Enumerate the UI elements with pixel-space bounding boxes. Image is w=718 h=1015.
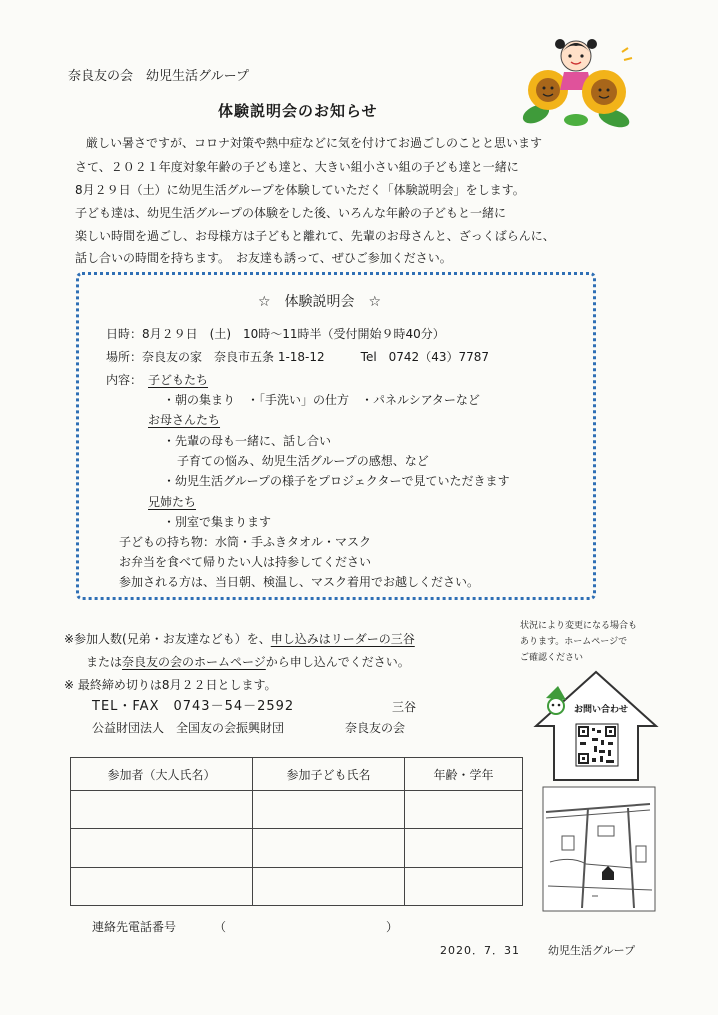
intro-line-6: 話し合いの時間を持ちます。 お友達も誘って、ぜひご参加ください。 — [75, 251, 452, 265]
adult-name-cell[interactable] — [71, 829, 253, 867]
mascot-icon — [546, 686, 566, 714]
note-line-3: ご確認ください — [520, 653, 584, 663]
table-row — [71, 867, 523, 905]
apply-line-2 — [86, 656, 410, 668]
foundation: 公益財団法人 全国友の会振興財団 — [92, 721, 285, 735]
phone-open-paren: （ — [214, 920, 227, 934]
note-line-2: あります。ホームページで — [520, 637, 628, 647]
kids-item: ・朝の集まり ・「手洗い」の仕方 ・パネルシアターなど — [163, 393, 480, 407]
table-row — [71, 829, 523, 867]
apply-line-1 — [64, 633, 415, 645]
apply-line-1-text: ※参加人数(兄弟・お友達なども）を、 — [64, 632, 271, 646]
registration-table — [70, 757, 523, 906]
intro-line-5: 楽しい時間を過ごし、お母様方は子どもと離れて、先輩のお母さんと、ざっくばらんに、 — [75, 229, 555, 243]
kids-label: 子どもたち — [148, 373, 209, 387]
phone-close-paren: ） — [386, 920, 399, 934]
tel-name: 三谷 — [392, 700, 417, 714]
adult-name-cell[interactable] — [71, 791, 253, 829]
child-name-cell[interactable] — [253, 867, 405, 905]
health-note: 参加される方は、当日朝、検温し、マスク着用でお越しください。 — [119, 575, 480, 589]
event-content-label: 内容： — [106, 373, 143, 387]
event-details-box — [76, 272, 596, 600]
qr-code-icon[interactable] — [576, 724, 618, 766]
contact-label: お問い合わせ — [574, 705, 629, 715]
deadline: ※ 最終締め切りは8月２２日とします。 — [64, 678, 277, 692]
header-child-name: 参加子ども氏名 — [253, 758, 405, 791]
moms-label: お母さんたち — [148, 413, 221, 427]
page-title: 体験説明会のお知らせ — [218, 102, 378, 120]
adult-name-cell[interactable] — [71, 867, 253, 905]
bring-items: 子どもの持ち物：水筒・手ふきタオル・マスク — [119, 535, 372, 549]
apply-line-2-suffix: から申し込んでください。 — [265, 655, 410, 669]
phone-input[interactable] — [232, 918, 382, 936]
header-age-grade: 年齢・学年 — [405, 758, 523, 791]
contact-house-frame — [528, 668, 664, 786]
footer-date: 2020．7．31 — [440, 944, 520, 957]
homepage-link[interactable]: 奈良友の会のホームページ — [122, 655, 266, 669]
intro-line-4: 子ども達は、幼児生活グループの体験をした後、いろんな年齢の子どもと一緒に — [75, 206, 507, 220]
moms-item-1: ・先輩の母も一緒に、話し合い — [163, 434, 332, 448]
table-row — [71, 791, 523, 829]
lunch-note: お弁当を食べて帰りたい人は持参してください — [119, 555, 372, 569]
note-line-1: 状況により変更になる場合も — [520, 621, 638, 631]
header-adult-name: 参加者（大人氏名） — [71, 758, 253, 791]
footer-group: 幼児生活グループ — [548, 944, 636, 957]
siblings-label: 兄姉たち — [148, 495, 197, 509]
intro-line-2: さて、２０２１年度対象年齢の子ども達と、大きい組小さい組の子ども達と一緒に — [75, 160, 519, 174]
child-name-cell[interactable] — [253, 829, 405, 867]
age-grade-cell[interactable] — [405, 791, 523, 829]
apply-leader: 申し込みはリーダーの三谷 — [270, 632, 415, 646]
phone-label: 連絡先電話番号 — [92, 920, 177, 934]
intro-line-1: 厳しい暑さですが、コロナ対策や熱中症などに気を付けてお過ごしのことと思います — [86, 136, 543, 150]
map-sketch — [542, 786, 656, 912]
foundation-org: 奈良友の会 — [345, 721, 406, 735]
siblings-item: ・別室で集まります — [163, 515, 272, 529]
event-place: 場所：奈良友の家 奈良市五条 1-18-12 Tel 0742（43）7787 — [106, 350, 490, 364]
moms-item-3: ・幼児生活グループの様子をプロジェクターで見ていただきます — [163, 474, 510, 488]
org-name: 奈良友の会 幼児生活グループ — [68, 69, 249, 84]
intro-line-3: 8月２９日（土）に幼児生活グループを体験していただく「体験説明会」をします。 — [75, 183, 525, 197]
sunflower-girl-illustration — [518, 34, 636, 130]
moms-item-2: 子育ての悩み、幼児生活グループの感想、など — [177, 454, 429, 468]
sunflower-right-icon — [582, 70, 626, 114]
event-heading: ☆ 体験説明会 ☆ — [258, 294, 382, 310]
apply-line-2-prefix: または — [86, 655, 123, 669]
age-grade-cell[interactable] — [405, 829, 523, 867]
age-grade-cell[interactable] — [405, 867, 523, 905]
tel-fax: TEL・FAX 0743－54－2592 — [92, 699, 295, 714]
table-header-row — [71, 758, 523, 791]
child-name-cell[interactable] — [253, 791, 405, 829]
event-date: 日時：8月２９日 (土) 10時～11時半（受付開始９時40分） — [106, 327, 445, 341]
